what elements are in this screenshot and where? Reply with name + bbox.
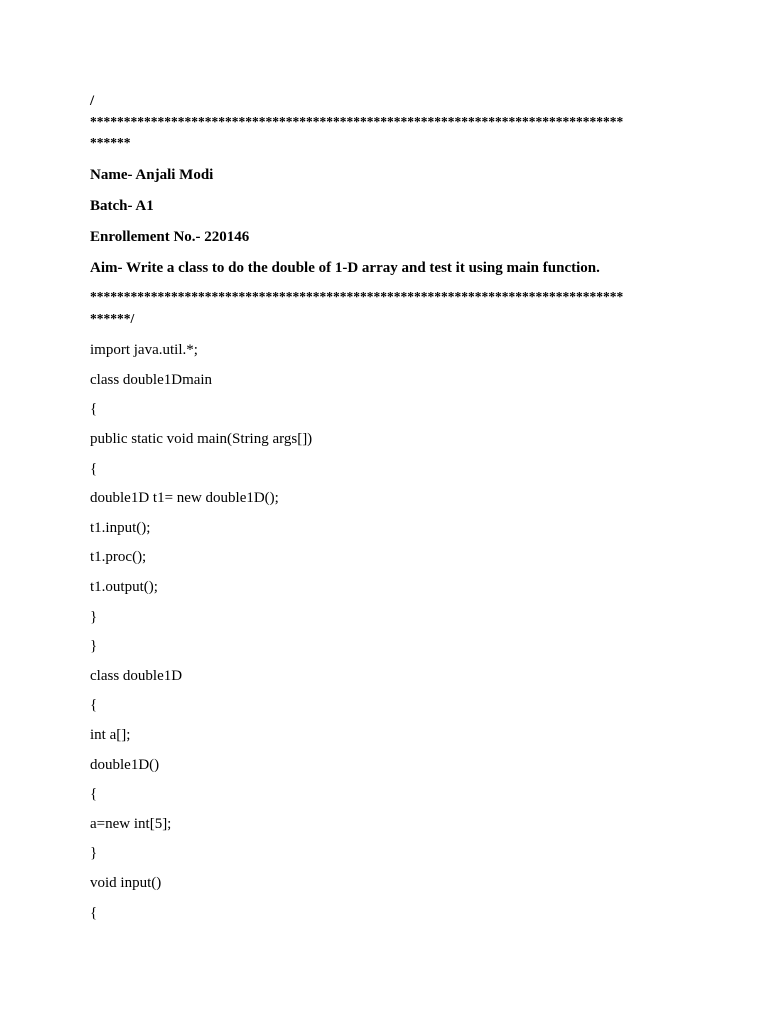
code-line: t1.output();: [90, 579, 158, 595]
code-line: t1.input();: [90, 520, 151, 536]
code-line: }: [90, 845, 98, 861]
code-line: {: [90, 461, 98, 477]
comment-stars-bottom-1: *******************************************************************************: [90, 289, 624, 304]
code-line: class double1D: [90, 668, 183, 684]
code-line: public static void main(String args[]): [90, 431, 313, 447]
code-line: {: [90, 697, 98, 713]
comment-open-slash: /: [90, 93, 95, 109]
code-line: a=new int[5];: [90, 816, 172, 832]
batch: Batch- A1: [90, 198, 154, 214]
code-line: int a[];: [90, 727, 131, 743]
aim-statement: Aim- Write a class to do the double of 1-D array and test it using main function.: [90, 260, 600, 276]
comment-stars-top-2: ******: [90, 135, 131, 150]
code-line: }: [90, 609, 98, 625]
code-line: {: [90, 786, 98, 802]
code-line: import java.util.*;: [90, 342, 198, 358]
code-line: double1D(): [90, 757, 160, 773]
enrollment-number: Enrollement No.- 220146: [90, 229, 250, 245]
code-line: class double1Dmain: [90, 372, 213, 388]
code-line: void input(): [90, 875, 162, 891]
code-line: {: [90, 905, 98, 921]
code-line: {: [90, 401, 98, 417]
comment-stars-top-1: *******************************************************************************: [90, 114, 624, 129]
code-line: t1.proc();: [90, 549, 147, 565]
student-name: Name- Anjali Modi: [90, 167, 214, 183]
code-line: double1D t1= new double1D();: [90, 490, 279, 506]
comment-stars-bottom-2: ******/: [90, 311, 135, 326]
code-line: }: [90, 638, 98, 654]
